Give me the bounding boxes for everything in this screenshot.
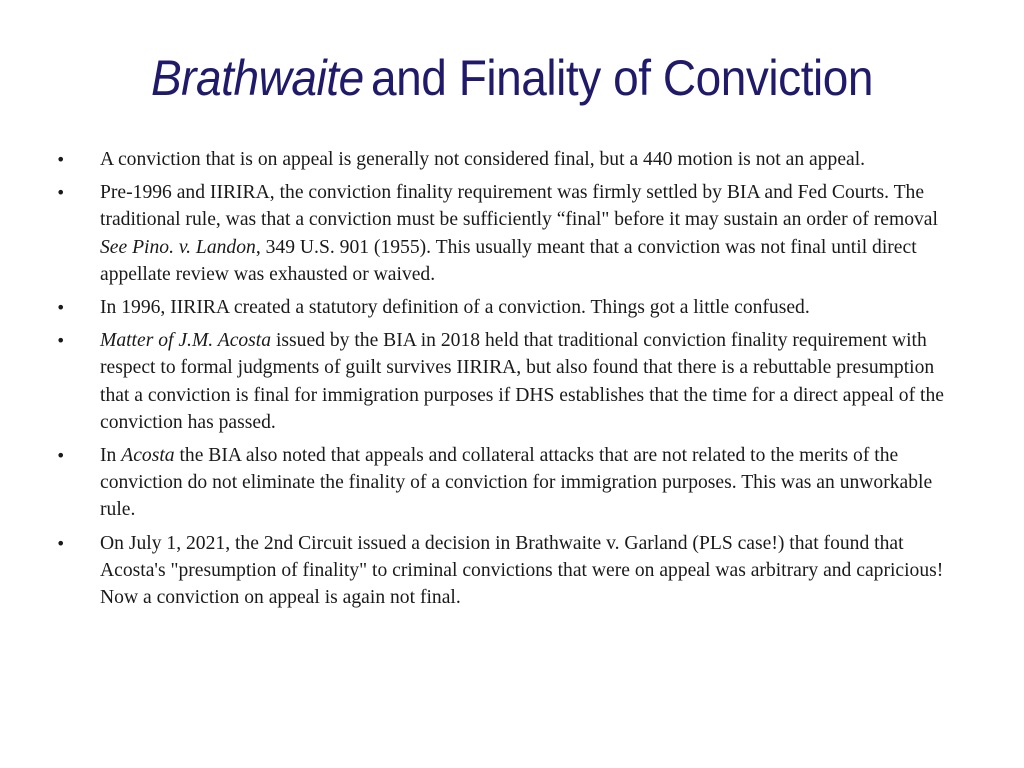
bullet-dot-icon: • — [56, 183, 66, 203]
bullet-text-segment: Pre-1996 and IIRIRA, the conviction finality requirement was firmly settled by BIA and Fed Courts. The traditional rule, was that a conviction must be sufficiently “final" before it may sustain an order of removal — [100, 182, 938, 231]
bullet-dot-icon: • — [56, 331, 66, 351]
bullet-text — [100, 330, 944, 433]
bullet-dot-icon: • — [56, 446, 66, 466]
bullet-text-italic: Acosta — [121, 445, 175, 467]
bullet-text — [100, 182, 938, 285]
bullet-text — [100, 445, 932, 520]
bullet-item — [56, 530, 966, 612]
bullet-dot-icon: • — [56, 150, 66, 169]
bullet-text-segment: In — [100, 445, 122, 467]
bullet-item — [56, 146, 966, 173]
bullet-text — [100, 297, 810, 318]
bullet-text-segment: In 1996, IIRIRA created a statutory definition of a conviction. Things got a little confused. — [100, 297, 810, 319]
bullet-item — [56, 294, 966, 321]
slide-title-rest: and Finality of Conviction — [371, 50, 874, 106]
bullet-list — [56, 146, 966, 617]
slide-title — [41, 48, 983, 108]
bullet-item — [56, 179, 966, 288]
bullet-text-segment: the BIA also noted that appeals and collateral attacks that are not related to the merits of the conviction do not eliminate the finality of a conviction for immigration purposes. This was an unworkable rule. — [100, 445, 933, 521]
bullet-text-italic: Matter of J.M. Acosta — [100, 330, 272, 352]
bullet-item — [56, 442, 966, 524]
bullet-dot-icon: • — [56, 533, 66, 553]
bullet-text-segment: A conviction that is on appeal is generally not considered final, but a 440 motion is not an appeal. — [100, 149, 866, 170]
bullet-dot-icon: • — [56, 298, 66, 318]
bullet-text-segment: , 349 U.S. 901 (1955). This usually meant that a conviction was not final until direct appellate review was exhausted or waived. — [100, 236, 917, 285]
bullet-text-segment: On July 1, 2021, the 2nd Circuit issued a decision in Brathwaite v. Garland (PLS case!) that found that Acosta's "presumption of finality" to criminal convictions that were on appeal was arbitrary and capricious! Now a conviction on appeal is again not final. — [100, 532, 944, 609]
bullet-text — [100, 149, 865, 170]
bullet-text-segment: issued by the BIA in 2018 held that traditional conviction finality requirement with respect to formal judgments of guilt survives IIRIRA, but also found that there is a rebuttable presumption that a conviction is final for immigration purposes if DHS establishes that the time for a direct appeal of the conviction has passed. — [100, 330, 944, 433]
slide-title-italic: Brathwaite — [150, 50, 364, 106]
bullet-text-italic: See Pino. v. Landon — [100, 236, 256, 258]
bullet-text — [100, 533, 943, 608]
bullet-item — [56, 327, 966, 436]
